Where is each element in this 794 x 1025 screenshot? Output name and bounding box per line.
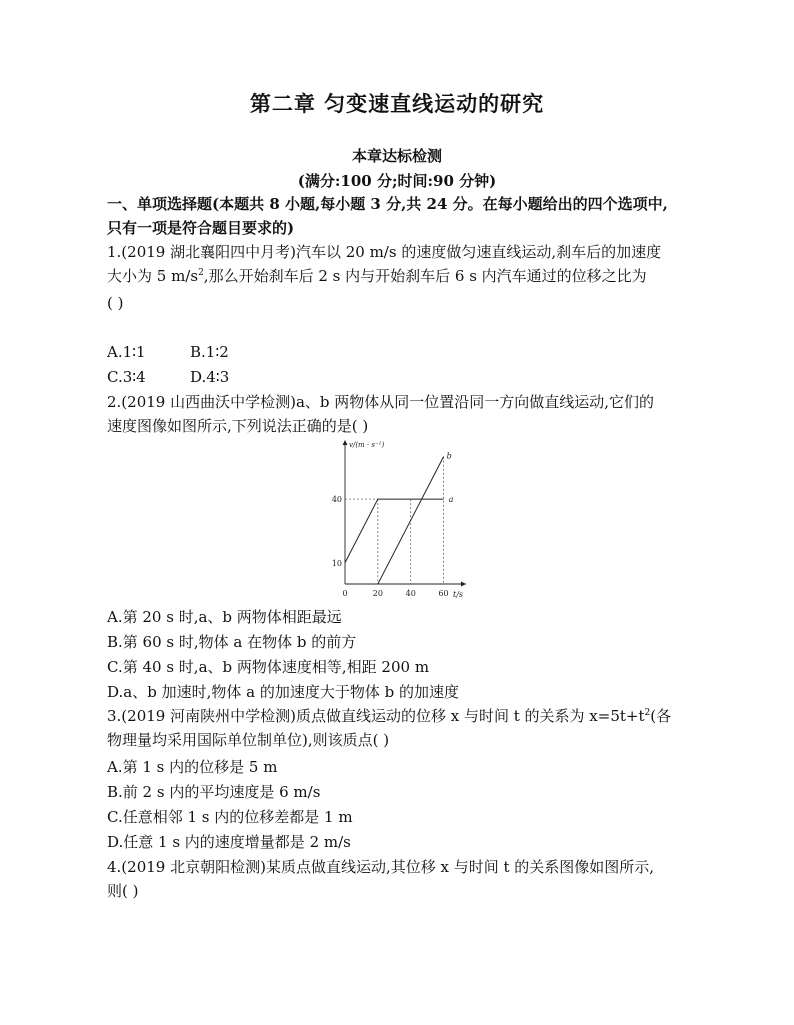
x-axis-arrow — [461, 582, 466, 587]
q1-line2-b: ,那么开始刹车后 2 s 内与开始刹车后 6 s 内汽车通过的位移之比为 — [203, 267, 647, 285]
q3-option-c: C.任意相邻 1 s 内的位移差都是 1 m — [107, 808, 353, 826]
q3-option-a: A.第 1 s 内的位移是 5 m — [107, 758, 278, 776]
section-title: 本章达标检测 — [351, 147, 442, 165]
chapter-title: 第二章 匀变速直线运动的研究 — [249, 91, 545, 116]
x-axis-label: t/s — [453, 590, 464, 599]
q1-option-d: D.4∶3 — [190, 368, 230, 386]
velocity-time-chart — [326, 436, 466, 601]
q3-line1-sup: 2 — [644, 708, 651, 718]
q1-line2-a: 大小为 5 m/s — [107, 267, 199, 285]
q3-line1 — [107, 705, 671, 727]
q1-line1: 1.(2019 湖北襄阳四中月考)汽车以 20 m/s 的速度做匀速直线运动,刹车后的加速度 — [107, 243, 662, 261]
x-tick-label-0: 0 — [342, 589, 348, 598]
q4-line2: 则( ) — [107, 882, 139, 900]
q3-option-d: D.任意 1 s 内的速度增量都是 2 m/s — [107, 833, 351, 851]
q3-line1-a: 3.(2019 河南陕州中学检测)质点做直线运动的位移 x 与时间 t 的关系为 x=5t+t — [107, 707, 645, 725]
q1-option-a: A.1∶1 — [107, 343, 146, 361]
y-tick-label-40: 40 — [331, 495, 342, 505]
q1-line2-sup: 2 — [198, 268, 204, 278]
q1-line3: ( ) — [107, 294, 124, 312]
x-tick-label-40: 40 — [405, 589, 416, 598]
q2-line1: 2.(2019 山西曲沃中学检测)a、b 两物体从同一位置沿同一方向做直线运动,它们的 — [107, 393, 655, 411]
q2-option-d: D.a、b 加速时,物体 a 的加速度大于物体 b 的加速度 — [107, 683, 459, 701]
q3-line2: 物理量均采用国际单位制单位),则该质点( ) — [107, 731, 390, 749]
q3-option-b: B.前 2 s 内的平均速度是 6 m/s — [107, 783, 321, 801]
series-label-a: a — [448, 495, 454, 505]
score-time: (满分:100 分;时间:90 分钟) — [297, 172, 497, 190]
q2-option-b: B.第 60 s 时,物体 a 在物体 b 的前方 — [107, 633, 357, 651]
q3-line1-b: (各 — [650, 707, 672, 725]
section1-heading-line1: 一、单项选择题(本题共 8 小题,每小题 3 分,共 24 分。在每小题给出的四个选项中, — [107, 195, 668, 213]
y-axis-arrow — [343, 440, 348, 445]
q1-option-c: C.3∶4 — [107, 368, 146, 386]
q2-option-c: C.第 40 s 时,a、b 两物体速度相等,相距 200 m — [107, 658, 430, 676]
section1-heading-line2: 只有一项是符合题目要求的) — [107, 219, 295, 237]
y-tick-label-10: 10 — [331, 558, 342, 568]
q1-option-b: B.1∶2 — [190, 343, 229, 361]
x-tick-label-20: 20 — [372, 589, 383, 598]
q4-line1: 4.(2019 北京朝阳检测)某质点做直线运动,其位移 x 与时间 t 的关系图像如图所示, — [107, 858, 655, 876]
series-label-b: b — [446, 451, 452, 461]
q1-line2 — [107, 265, 647, 287]
x-tick-label-60: 60 — [438, 589, 449, 598]
q2-line2: 速度图像如图所示,下列说法正确的是( ) — [107, 417, 369, 435]
y-axis-label: v/(m · s⁻¹) — [349, 441, 385, 449]
q2-option-a: A.第 20 s 时,a、b 两物体相距最远 — [107, 608, 342, 626]
